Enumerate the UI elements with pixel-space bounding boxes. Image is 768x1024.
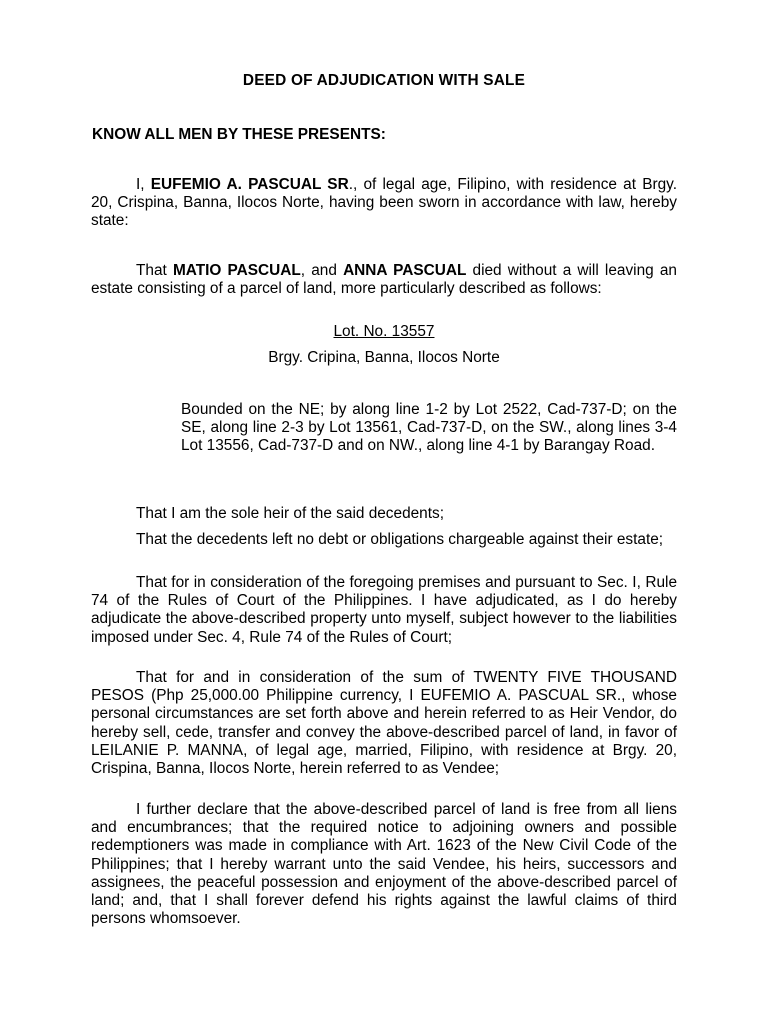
no-debt-paragraph: [91, 531, 677, 549]
deceased-lead: That: [136, 262, 173, 279]
warranty-paragraph: [91, 801, 677, 928]
adjudication-paragraph: [91, 574, 677, 647]
sale-text: That for and in consideration of the sum of TWENTY FIVE THOUSAND PESOS (Php 25,000.00 Philippine currency, I EUFEMIO A. PASCUAL SR., whose personal circumstances are set forth above and herein referred to as Heir Vendor, do hereby sell, cede, transfer and convey the above-described parcel of land, in favor of LEILANIE P. MANNA, of legal age, married, Filipino, with residence at Brgy. 20, Crispina, Banna, Ilocos Norte, herein referred to as Vendee;: [91, 669, 677, 778]
deceased-paragraph: [91, 262, 677, 298]
deceased-name-1: MATIO PASCUAL: [172, 262, 301, 279]
deceased-mid: , and: [300, 262, 344, 279]
deceased-rest: died without a will leaving an estate consisting of a parcel of land, more particularly described as follows:: [91, 262, 677, 298]
lot-number-line: [91, 323, 677, 341]
affiant-name: EUFEMIO A. PASCUAL SR: [150, 176, 349, 193]
intro-rest: ., of legal age, Filipino, with residence at Brgy. 20, Crispina, Banna, Ilocos Norte, having been sworn in accordance with law, hereby state:: [91, 176, 677, 230]
deceased-name-2: ANNA PASCUAL: [343, 262, 467, 279]
warranty-text: I further declare that the above-described parcel of land is free from all liens and encumbrances; that the required notice to adjoining owners and possible redemptioners was made in compliance with Art. 1623 of the New Civil Code of the Philippines; that I hereby warrant unto the said Vendee, his heirs, successors and assignees, the peaceful possession and enjoyment of the above-described parcel of land; and, that I shall forever defend his rights against the lawful claims of third persons whomsoever.: [91, 801, 677, 928]
sole-heir-text: That I am the sole heir of the said decedents;: [136, 505, 444, 522]
adjudication-text: That for in consideration of the foregoing premises and pursuant to Sec. I, Rule 74 of the Rules of Court of the Philippines. I have adjudicated, as I do hereby adjudicate the above-described property unto myself, subject however to the liabilities imposed under Sec. 4, Rule 74 of the Rules of Court;: [91, 574, 677, 646]
lot-number: Lot. No. 13557: [333, 323, 435, 340]
boundaries-paragraph: Bounded on the NE; by along line 1-2 by Lot 2522, Cad-737-D; on the SE, along line 2-3 by Lot 13561, Cad-737-D, on the SW., along lines 3-4 Lot 13556, Cad-737-D and on NW., along line 4-1 by Barangay Road.: [181, 401, 677, 455]
lot-location: Brgy. Cripina, Banna, Ilocos Norte: [268, 349, 500, 366]
document-heading: KNOW ALL MEN BY THESE PRESENTS:: [92, 126, 386, 143]
intro-lead: I,: [136, 176, 151, 193]
sole-heir-paragraph: [91, 505, 677, 523]
no-debt-text: That the decedents left no debt or obligations chargeable against their estate;: [136, 531, 664, 548]
sale-paragraph: [91, 669, 677, 778]
document-title: DEED OF ADJUDICATION WITH SALE: [242, 72, 526, 89]
intro-paragraph: [91, 176, 677, 231]
